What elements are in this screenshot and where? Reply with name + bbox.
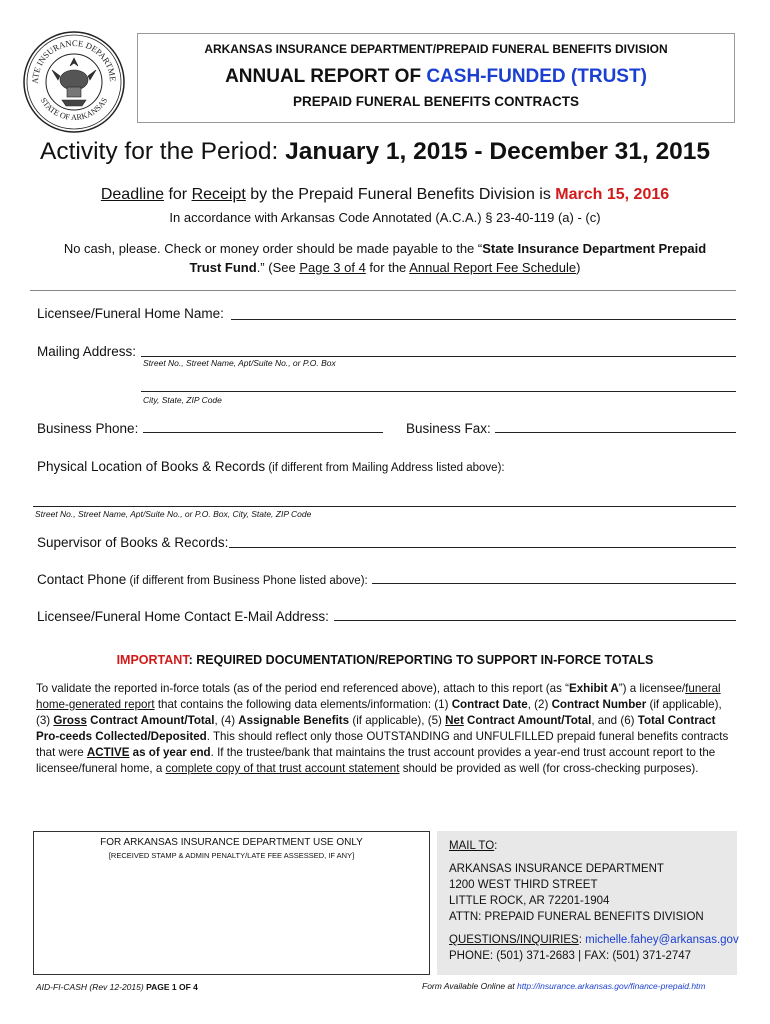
- contact-phone-field[interactable]: [372, 583, 736, 584]
- activity-period-label: Activity for the Period:: [40, 138, 286, 165]
- page-reference-link[interactable]: Page 3 of 4: [299, 260, 366, 275]
- report-subtitle: PREPAID FUNERAL BENEFITS CONTRACTS: [292, 94, 579, 109]
- data-element: Contract Amount/Total: [463, 714, 592, 727]
- important-text: To validate the reported in-force totals (as of the period end referenced above), attach to this report (as “: [36, 682, 569, 695]
- mail-to-box: [437, 831, 737, 975]
- code-citation: In accordance with Arkansas Code Annotated (A.C.A.) § 23-40-119 (a) - (c): [169, 210, 601, 225]
- data-element: Contract Amount/Total: [86, 714, 215, 727]
- deadline-line: [0, 186, 770, 204]
- contact-phone-note: (if different from Business Phone listed above):: [126, 575, 368, 587]
- form-id: [36, 982, 198, 992]
- payment-text-4: ): [576, 260, 581, 275]
- data-element-gross: Gross: [53, 714, 87, 727]
- receipt-word: Receipt: [191, 186, 246, 203]
- state-seal: [22, 30, 126, 134]
- mail-address-line4: ATTN: PREPAID FUNERAL BENEFITS DIVISION: [449, 911, 704, 923]
- fee-schedule-link[interactable]: Annual Report Fee Schedule: [409, 260, 577, 275]
- contact-phone-label: [37, 572, 368, 587]
- activity-period-dates: January 1, 2015 - December 31, 2015: [285, 138, 711, 165]
- email-label: Licensee/Funeral Home Contact E-Mail Address:: [37, 609, 329, 624]
- deadline-word: Deadline: [100, 186, 164, 203]
- business-phone-field[interactable]: [143, 432, 383, 433]
- important-label: IMPORTANT: [116, 653, 189, 667]
- payment-text-3: for the: [365, 260, 410, 275]
- city-hint: City, State, ZIP Code: [143, 395, 222, 405]
- payment-text-1: No cash, please. Check or money order should be made payable to the “: [63, 241, 483, 256]
- questions-line: [449, 934, 739, 946]
- mail-address-line1: ARKANSAS INSURANCE DEPARTMENT: [449, 863, 664, 875]
- seal-top-text: ATE INSURANCE DEPARTME: [29, 37, 119, 84]
- business-fax-label: Business Fax:: [406, 421, 491, 436]
- payee-name-b: Trust Fund: [189, 260, 257, 275]
- form-id-text: AID-FI-CASH (Rev 12-2015): [36, 982, 147, 992]
- questions-colon: :: [578, 934, 586, 946]
- payment-text-2: .” (See: [256, 260, 300, 275]
- business-fax-field[interactable]: [495, 432, 736, 433]
- city-state-zip-field[interactable]: [141, 391, 736, 392]
- deadline-text-b: by the Prepaid Funeral Benefits Division is: [245, 186, 556, 203]
- important-text: . This should reflect only those OUTSTANDING and UNFULFILLED prepaid funeral benefits contracts that were: [36, 730, 729, 759]
- online-form-note: [422, 981, 706, 991]
- department-title: ARKANSAS INSURANCE DEPARTMENT/PREPAID FUNERAL BENEFITS DIVISION: [204, 42, 668, 56]
- important-text: . If the trustee/bank that maintains the trust account provides a year-end trust account report to the licensee/funeral home, a: [36, 746, 716, 775]
- office-use-title: FOR ARKANSAS INSURANCE DEPARTMENT USE ONLY: [100, 837, 363, 848]
- data-element-net: Net: [445, 714, 464, 727]
- data-element: Contract Number: [551, 698, 647, 711]
- important-text: should be provided as well (for cross-checking purposes).: [399, 762, 699, 775]
- report-title: [138, 66, 734, 88]
- mail-to-word: MAIL TO: [449, 840, 495, 852]
- street-hint: Street No., Street Name, Apt/Suite No., or P.O. Box: [143, 358, 336, 368]
- trust-statement: complete copy of that trust account statement: [165, 762, 400, 775]
- supervisor-field[interactable]: [229, 547, 736, 548]
- deadline-text-a: for: [164, 186, 192, 203]
- exhibit-a: Exhibit A: [568, 682, 619, 695]
- contact-email-link[interactable]: michelle.fahey@arkansas.gov: [585, 934, 739, 946]
- report-title-prefix: ANNUAL REPORT OF: [225, 66, 427, 87]
- mail-address-line3: LITTLE ROCK, AR 72201-1904: [449, 895, 610, 907]
- physical-location-field[interactable]: [33, 506, 736, 507]
- data-element: Total Contract Pro-ceeds Collected/Deposited: [36, 714, 716, 743]
- licensee-name-field[interactable]: [231, 319, 736, 320]
- activity-period: [40, 138, 710, 166]
- mail-address-line2: 1200 WEST THIRD STREET: [449, 879, 598, 891]
- important-text: (if applicable), (3): [36, 698, 722, 727]
- seal-graphic: [22, 30, 126, 134]
- questions-label: QUESTIONS/INQUIRIES: [449, 934, 579, 946]
- data-element: Contract Date: [451, 698, 528, 711]
- important-text: ”) a licensee/: [618, 682, 686, 695]
- supervisor-label: Supervisor of Books & Records:: [37, 535, 229, 550]
- active-word: ACTIVE: [86, 746, 130, 759]
- street-address-field[interactable]: [141, 356, 736, 357]
- important-title: : REQUIRED DOCUMENTATION/REPORTING TO SUPPORT IN-FORCE TOTALS: [188, 653, 654, 667]
- seal-bottom-text: STATE OF ARKANSAS: [38, 96, 110, 123]
- email-field[interactable]: [334, 620, 736, 621]
- page-number: PAGE 1 OF 4: [146, 982, 198, 992]
- office-use-box: [33, 831, 430, 975]
- office-use-subtitle: [RECEIVED STAMP & ADMIN PENALTY/LATE FEE ASSESSED, IF ANY]: [108, 851, 355, 860]
- mailing-address-label: Mailing Address:: [37, 344, 137, 359]
- phone-fax-line: PHONE: (501) 371-2683 | FAX: (501) 371-2747: [449, 950, 692, 962]
- important-text: (if applicable), (5): [349, 714, 446, 727]
- form-url-link[interactable]: http://insurance.arkansas.gov/finance-prepaid.htm: [516, 981, 706, 991]
- mail-to-colon: :: [494, 840, 498, 852]
- payee-name-a: State Insurance Department Prepaid: [482, 241, 707, 256]
- payment-instructions: [30, 239, 740, 277]
- divider: [30, 290, 736, 291]
- important-heading: [0, 653, 770, 667]
- physical-location-note: (if different from Mailing Address listed above):: [265, 462, 505, 474]
- important-text: , (2): [527, 698, 552, 711]
- year-end-text: as of year end: [129, 746, 211, 759]
- licensee-name-label: Licensee/Funeral Home Name:: [37, 306, 224, 321]
- contact-phone-text: Contact Phone: [37, 572, 127, 587]
- data-element: Assignable Benefits: [238, 714, 350, 727]
- important-text: , (4): [214, 714, 239, 727]
- full-address-hint: Street No., Street Name, Apt/Suite No., or P.O. Box, City, State, ZIP Code: [35, 509, 312, 519]
- physical-location-text: Physical Location of Books & Records: [37, 459, 266, 474]
- funeral-home-report: funeral home-generated report: [36, 682, 721, 711]
- important-text: that contains the following data elements/information: (1): [154, 698, 452, 711]
- business-phone-label: Business Phone:: [37, 421, 139, 436]
- physical-location-label: [37, 459, 505, 474]
- header-box: [137, 33, 735, 123]
- important-body: [36, 681, 736, 777]
- online-label: Form Available Online at: [422, 981, 517, 991]
- report-title-highlight: CASH-FUNDED (TRUST): [426, 66, 647, 87]
- important-text: , and (6): [591, 714, 638, 727]
- mail-to-label: [449, 840, 497, 852]
- deadline-date: March 15, 2016: [555, 186, 670, 203]
